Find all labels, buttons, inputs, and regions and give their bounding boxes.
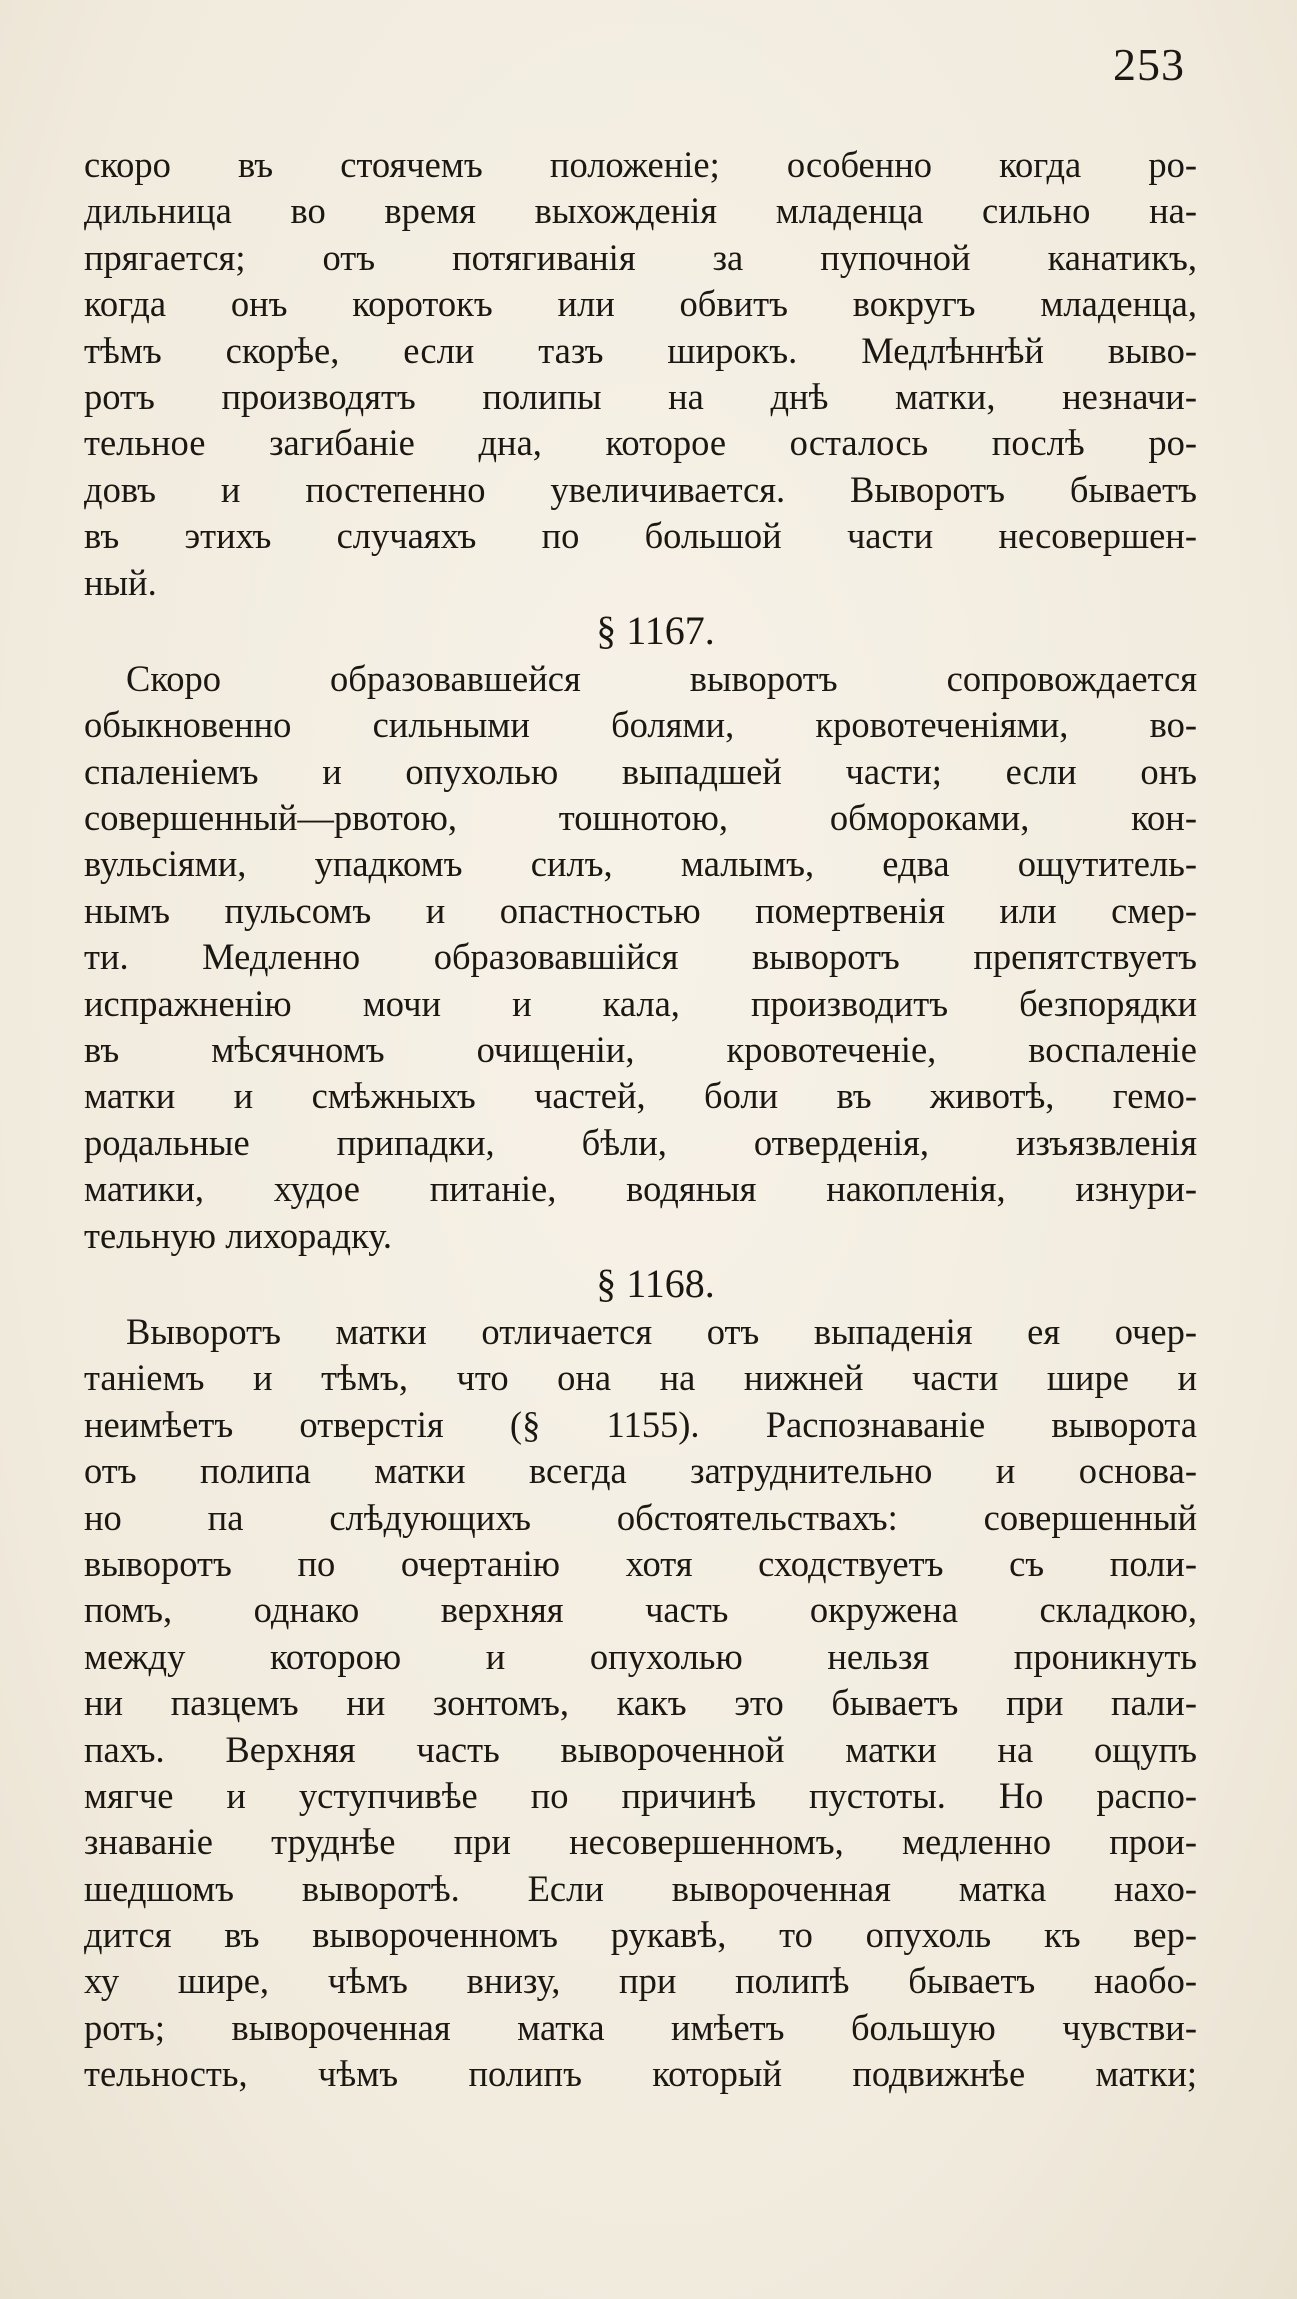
- text-line: родальные припадки, бѣли, отверденія, изъязвленія: [84, 1121, 1197, 1163]
- text-line: неимѣетъ отверстія (§ 1155). Распознаваніе выворота: [84, 1403, 1197, 1445]
- page-body-text: [84, 142, 1197, 2098]
- text-line: таніемъ и тѣмъ, что она на нижней части шире и: [84, 1357, 1197, 1399]
- text-line: когда онъ коротокъ или обвитъ вокругъ младенца,: [84, 283, 1197, 325]
- text-line: совершенный—рвотою, тошнотою, обмороками, кон-: [84, 797, 1197, 839]
- text-line: обыкновенно сильными болями, кровотеченіями, во-: [84, 704, 1197, 746]
- text-line: въ этихъ случаяхъ по большой части несовершен-: [84, 515, 1197, 557]
- text-line: но па слѣдующихъ обстоятельствахъ: совершенный: [84, 1496, 1197, 1538]
- section-heading: § 1167.: [596, 607, 715, 653]
- text-line: помъ, однако верхняя часть окружена складкою,: [84, 1589, 1197, 1631]
- text-line: между которою и опухолью нельзя проникнуть: [84, 1635, 1197, 1677]
- paragraph-continued: [84, 142, 1197, 606]
- text-line: дильница во время выхожденія младенца сильно на-: [84, 190, 1197, 232]
- text-line: нымъ пульсомъ и опастностью помертвенія или смер-: [84, 889, 1197, 931]
- text-line: матики, худое питаніе, водяныя накопленія, изнури-: [84, 1168, 1197, 1210]
- text-line: тельность, чѣмъ полипъ который подвижнѣе матки;: [84, 2053, 1197, 2095]
- section-1167: [84, 606, 1197, 1259]
- text-line: тельную лихорадку.: [84, 1214, 393, 1256]
- section-1168: [84, 1259, 1197, 2098]
- text-line: скоро въ стоячемъ положеніе; особенно когда ро-: [84, 144, 1197, 185]
- text-line: знаваніе труднѣе при несовершенномъ, медленно прои-: [84, 1821, 1197, 1863]
- text-line: матки и смѣжныхъ частей, боли въ животѣ, гемо-: [84, 1075, 1197, 1117]
- text-line: ротъ производятъ полипы на днѣ матки, незначи-: [84, 375, 1197, 417]
- text-line: испражненію мочи и кала, производитъ безпорядки: [84, 982, 1197, 1024]
- text-line: выворотъ по очертанію хотя сходствуетъ съ поли-: [84, 1542, 1197, 1584]
- text-line: довъ и постепенно увеличивается. Выворотъ бываетъ: [84, 468, 1197, 510]
- section-heading: § 1168.: [596, 1260, 715, 1306]
- text-line: въ мѣсячномъ очищеніи, кровотеченіе, воспаленіе: [84, 1029, 1197, 1071]
- text-line: ни пазцемъ ни зонтомъ, какъ это бываетъ при пали-: [84, 1682, 1197, 1724]
- text-line: мягче и уступчивѣе по причинѣ пустоты. Но распо-: [84, 1774, 1197, 1816]
- page-number: 253: [1113, 39, 1185, 90]
- text-line: Выворотъ матки отличается отъ выпаденія ея очер-: [126, 1310, 1197, 1352]
- text-line: ху шире, чѣмъ внизу, при полипѣ бываетъ наобо-: [84, 1960, 1197, 2002]
- text-line: пахъ. Верхняя часть вывороченной матки на ощупъ: [84, 1728, 1197, 1770]
- text-line: ти. Медленно образовавшійся выворотъ препятствуетъ: [84, 936, 1197, 978]
- text-line: ротъ; вывороченная матка имѣетъ большую чувстви-: [84, 2006, 1197, 2048]
- text-line: спаленіемъ и опухолью выпадшей части; если онъ: [84, 750, 1197, 792]
- text-line: Скоро образовавшейся выворотъ сопровождается: [126, 657, 1197, 699]
- text-line: отъ полипа матки всегда затруднительно и основа-: [84, 1450, 1197, 1492]
- text-line: шедшомъ выворотѣ. Если вывороченная матка нахо-: [84, 1867, 1197, 1909]
- text-line: вульсіями, упадкомъ силъ, малымъ, едва ощутитель-: [84, 843, 1197, 885]
- text-line: дится въ вывороченномъ рукавѣ, то опухоль къ вер-: [84, 1914, 1197, 1956]
- text-line: тельное загибаніе дна, которое осталось послѣ ро-: [84, 422, 1197, 464]
- text-line: ный.: [84, 561, 157, 603]
- text-line: прягается; отъ потягиванія за пупочной канатикъ,: [84, 236, 1197, 278]
- text-line: тѣмъ скорѣе, если тазъ широкъ. Медлѣннѣй выво-: [84, 329, 1197, 371]
